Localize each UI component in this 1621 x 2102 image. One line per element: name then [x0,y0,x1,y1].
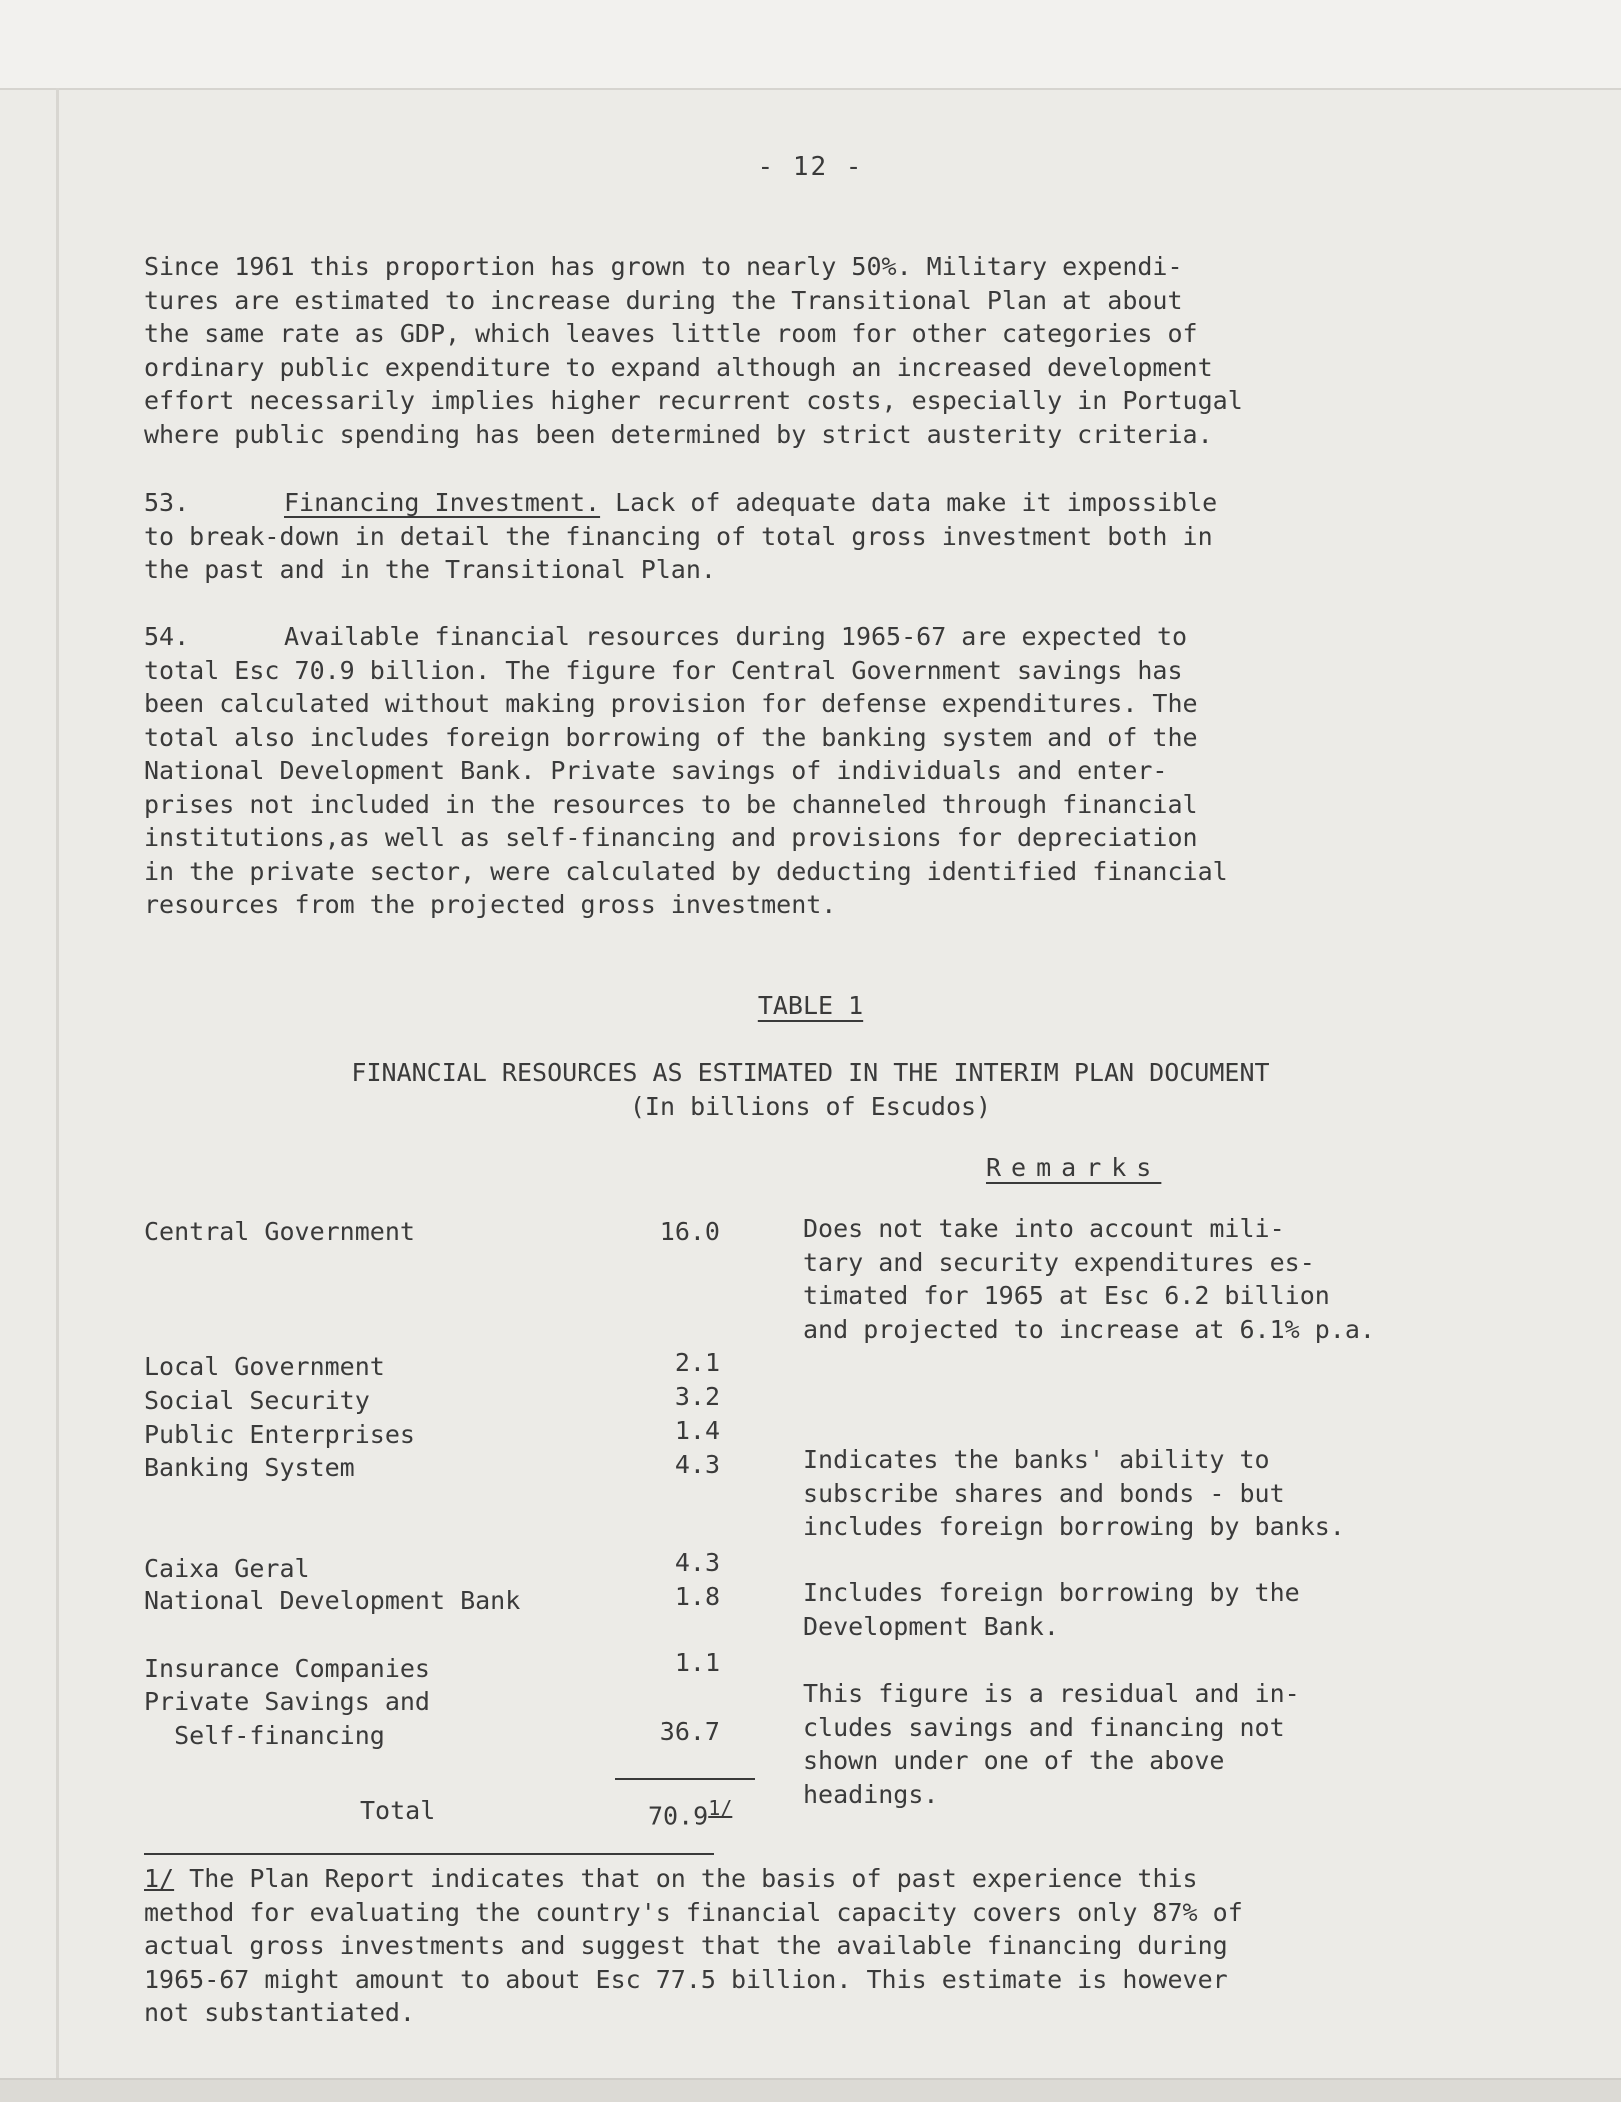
paragraph-53-first-line: Lack of adequate data make it impossible [600,488,1218,517]
row-label-local-government: Local Government [144,1352,385,1381]
row-value-central-government: 16.0 [659,1217,720,1246]
row-label-insurance-companies: Insurance Companies [144,1654,430,1683]
footnote-ref: 1/ [144,1864,175,1893]
row-value-social-security: 3.2 [674,1382,720,1411]
row-value-insurance-companies: 1.1 [674,1648,720,1677]
total-footnote-mark: 1/ [708,1796,733,1820]
page-number: - 12 - [757,152,864,182]
row-label-public-enterprises: Public Enterprises [144,1420,415,1449]
total-label: Total [360,1796,436,1825]
row-value-caixa-geral: 4.3 [674,1548,720,1577]
row-remark-banking-system: Indicates the banks' ability to subscribe shares and bonds - but includes foreign borrowing by banks. [803,1445,1345,1541]
paragraph-54 [144,620,1394,922]
row-remark-national-development-bank: Includes foreign borrowing by the Development Bank. [803,1578,1300,1641]
row-value-public-enterprises: 1.4 [674,1416,720,1445]
scan-bottom-margin [0,2078,1621,2102]
sum-rule [615,1778,755,1780]
row-value-banking-system: 4.3 [674,1450,720,1479]
row-remark-central-government: Does not take into account mili- tary and security expenditures es- timated for 1965 at Esc 6.2 billion and projected to increase at 6.1% p.a. [803,1214,1375,1344]
paragraph-53 [144,486,1394,587]
paragraph-53-heading: Financing Investment. [284,488,601,517]
row-value-private-savings: 36.7 [659,1717,720,1746]
row-label-banking-system: Banking System [144,1453,355,1482]
row-label-central-government: Central Government [144,1217,415,1246]
row-label-national-development-bank: National Development Bank [144,1586,521,1615]
row-value-local-government: 2.1 [674,1348,720,1377]
table-label: TABLE 1 [757,991,864,1020]
row-value-national-development-bank: 1.8 [674,1582,720,1611]
paragraph-54-number: 54. [144,622,190,651]
paragraph-53-body: to break-down in detail the financing of total gross investment both in the past and in the Transitional Plan. [144,521,1213,584]
paragraph-54-body: total Esc 70.9 billion. The figure for Central Government savings has been calculated without making provision for defense expenditures. The total also includes foreign borrowing of the banking system and of the National Development Bank. Private savings of individuals and enter- prises not included in the resources to be channeled through financial institutions,as well as self-financing and provisions for depreciation in the private sector, were calculated by deducting identified financial resources from the projected gross investment. [144,655,1228,919]
row-remark-private-savings: This figure is a residual and in- cludes savings and financing not shown under one of the above headings. [803,1679,1300,1809]
total-value: 70.9$^{1/}$ [648,1796,733,1831]
table-title: FINANCIAL RESOURCES AS ESTIMATED IN THE INTERIM PLAN DOCUMENT [351,1058,1270,1087]
row-label-caixa-geral: Caixa Geral [144,1554,310,1583]
intro-paragraph: Since 1961 this proportion has grown to nearly 50%. Military expendi- tures are estimated to increase during the Transitional Plan at about the same rate as GDP, which leaves little room for other categories of ordinary public expenditure to expand although an increased development effort necessarily implies higher recurrent costs, especially in Portugal where public spending has been determined by strict austerity criteria. [144,252,1243,449]
paragraph-53-number: 53. [144,488,190,517]
table-subtitle: (In billions of Escudos) [629,1092,992,1121]
scan-top-margin [0,0,1621,90]
paragraph-54-first-line: Available financial resources during 1965-67 are expected to [284,622,1188,651]
remarks-header: Remarks [986,1153,1162,1182]
row-label-social-security: Social Security [144,1386,370,1415]
footnote-text: The Plan Report indicates that on the basis of past experience this method for evaluating the country's financial capacity covers only 87% of actual gross investments and suggest that the available financing during 1965-67 might amount to about Esc 77.5 billion. This estimate is however not substantiated. [144,1864,1243,2027]
row-label-private-savings: Private Savings and Self-financing [144,1687,430,1750]
footnote [144,1862,1404,2030]
footnote-rule [144,1853,714,1855]
